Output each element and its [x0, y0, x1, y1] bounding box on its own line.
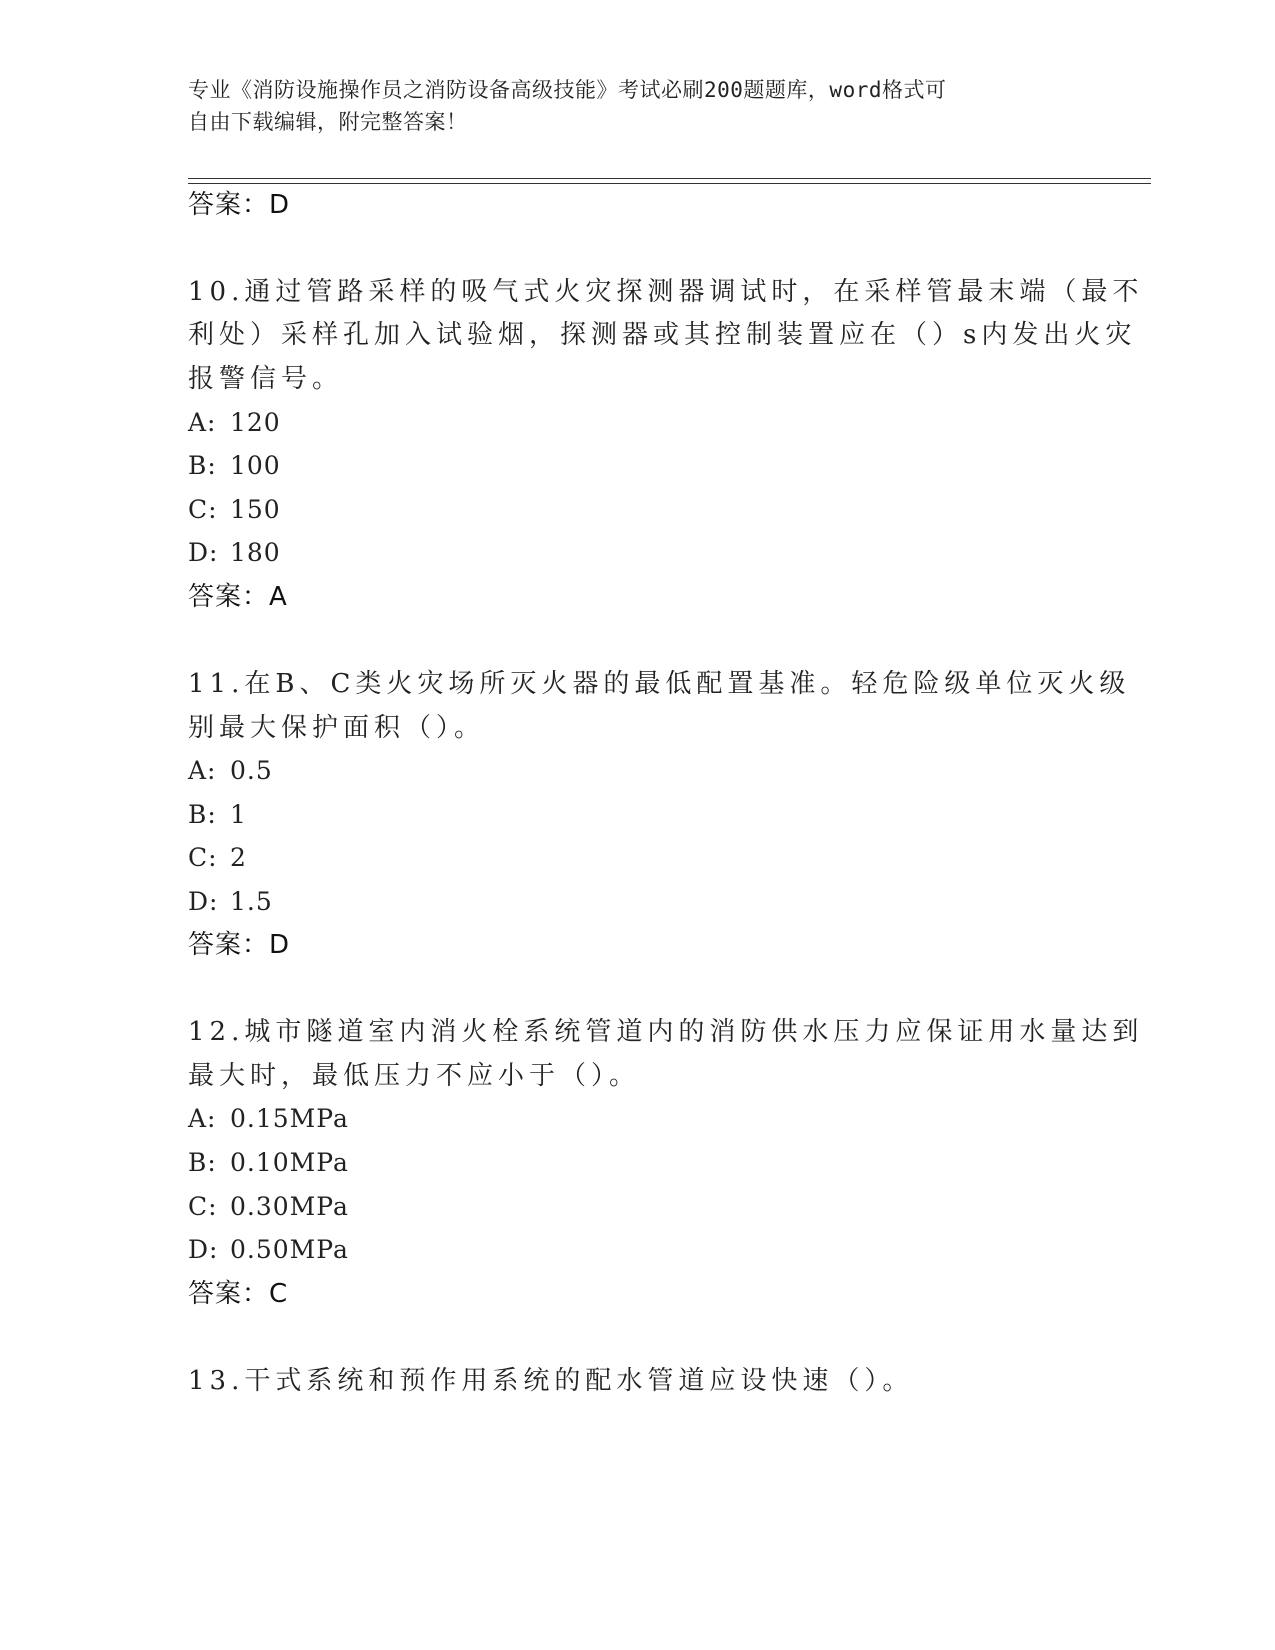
question-12-option-b [188, 1146, 349, 1180]
header-divider-bottom [188, 183, 1151, 184]
option-value: 0.5 [230, 756, 273, 785]
option-value: 150 [230, 495, 281, 524]
option-key: D: [188, 1235, 219, 1264]
option-key: A: [188, 756, 217, 785]
question-10-line-1: 10.通过管路采样的吸气式火灾探测器调试时，在采样管最末端（最不 [188, 277, 1144, 307]
option-value: 120 [230, 408, 281, 437]
option-key: D: [188, 887, 219, 916]
option-key: A: [188, 408, 217, 437]
previous-answer: 答案：D [188, 190, 291, 220]
option-key: B: [188, 1148, 217, 1177]
question-10-line-3: 报警信号。 [188, 364, 344, 394]
question-11-option-d [188, 885, 273, 919]
question-11-option-a [188, 754, 273, 788]
option-value: 1 [230, 800, 247, 829]
question-11-line-1: 11.在B、C类火灾场所灭火器的最低配置基准。轻危险级单位灭火级 [188, 669, 1131, 699]
question-12-line-2: 最大时，最低压力不应小于（）。 [188, 1061, 641, 1091]
question-12-option-d [188, 1233, 349, 1267]
option-value: 0.50MPa [230, 1235, 349, 1264]
header-divider-top [188, 178, 1151, 179]
option-value: 0.30MPa [230, 1192, 349, 1221]
header-line-2: 自由下载编辑，附完整答案！ [188, 110, 468, 134]
question-10-option-b [188, 449, 281, 483]
question-12-line-1: 12.城市隧道室内消火栓系统管道内的消防供水压力应保证用水量达到 [188, 1017, 1144, 1047]
option-key: B: [188, 800, 217, 829]
option-key: B: [188, 451, 217, 480]
option-value: 0.15MPa [230, 1104, 349, 1133]
question-10-answer: 答案：A [188, 582, 288, 612]
header-line-1: 专业《消防设施操作员之消防设备高级技能》考试必刷200题题库，word格式可 [188, 78, 947, 102]
question-10-option-a [188, 406, 281, 440]
question-12-answer: 答案：C [188, 1279, 289, 1309]
option-key: C: [188, 843, 218, 872]
document-header [188, 74, 1068, 138]
option-key: D: [188, 538, 219, 567]
option-value: 100 [230, 451, 281, 480]
question-10-line-2: 利处）采样孔加入试验烟，探测器或其控制装置应在（）s内发出火灾 [188, 320, 1137, 350]
question-11-option-c [188, 841, 247, 875]
option-value: 0.10MPa [230, 1148, 349, 1177]
question-12-option-a [188, 1102, 349, 1136]
question-13-line-1: 13.干式系统和预作用系统的配水管道应设快速（）。 [188, 1366, 914, 1396]
option-key: A: [188, 1104, 217, 1133]
question-10-option-d [188, 536, 281, 570]
option-value: 1.5 [230, 887, 273, 916]
question-11-answer: 答案：D [188, 930, 291, 960]
question-10-option-c [188, 493, 281, 527]
option-key: C: [188, 1192, 218, 1221]
question-11-line-2: 别最大保护面积（）。 [188, 713, 486, 743]
question-12-option-c [188, 1190, 349, 1224]
option-key: C: [188, 495, 218, 524]
option-value: 180 [230, 538, 281, 567]
question-11-option-b [188, 798, 247, 832]
option-value: 2 [230, 843, 247, 872]
